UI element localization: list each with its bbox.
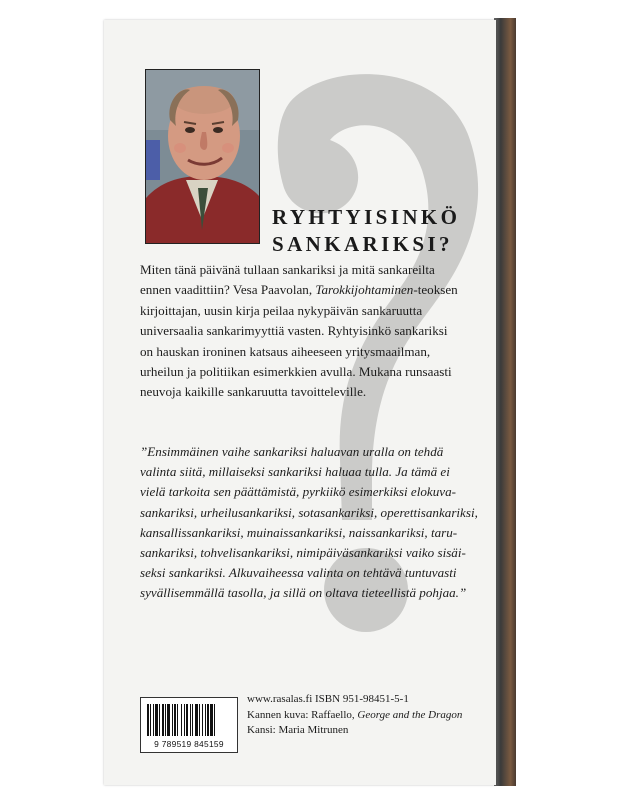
- barcode-bar: [199, 704, 200, 736]
- quote-line: seksi sankariksi. Alkuvaiheessa valinta on tehtävä tuntuvasti: [140, 565, 457, 581]
- book-spine: [494, 18, 516, 786]
- cover-image-prefix: Kannen kuva: Raffaello,: [247, 708, 358, 721]
- referenced-book-title: Tarokkijohtaminen: [315, 282, 414, 298]
- barcode-bar: [153, 704, 154, 736]
- barcode-bar: [174, 704, 176, 736]
- blurb-line: on hauskan ironinen katsaus aiheeseen yritysmaailman,: [140, 343, 431, 359]
- barcode-bar: [192, 704, 193, 736]
- barcode-bar: [202, 704, 203, 736]
- barcode-bar: [190, 704, 191, 736]
- barcode-bars: [147, 704, 231, 736]
- barcode-bar: [186, 704, 188, 736]
- isbn-barcode: [140, 697, 238, 753]
- blurb-paragraph: [140, 260, 458, 403]
- barcode-bar: [162, 704, 164, 736]
- cover-image-credit: [247, 709, 462, 721]
- referenced-book-suffix: -teoksen: [413, 282, 458, 298]
- barcode-digits: 9 789519 845159: [154, 739, 224, 749]
- barcode-bar: [177, 704, 178, 736]
- barcode-bar: [181, 704, 182, 736]
- book-title: [272, 204, 460, 258]
- quote-line: syvällisemmällä tasolla, ja sillä on oltava tieteellistä pohjaa.”: [140, 585, 467, 601]
- quote-line: valinta siitä, millaiseksi sankariksi haluaa tulla. Ja tämä ei: [140, 464, 450, 480]
- book-title-line-2: SANKARIKSI?: [272, 232, 453, 256]
- publication-credits: [247, 692, 496, 739]
- author-portrait: [145, 69, 260, 244]
- barcode-bar: [184, 704, 185, 736]
- blurb-line: neuvoja kaikille sankaruutta tavoitteleville.: [140, 384, 367, 400]
- barcode-bar: [150, 704, 151, 736]
- barcode-bar: [207, 704, 209, 736]
- cover-design-credit: Kansi: Maria Mitrunen: [247, 724, 349, 737]
- publisher-website: www.rasalas.fi: [247, 693, 313, 705]
- barcode-bar: [195, 704, 198, 736]
- quote-line: vielä tarkoita sen päättämistä, pyrkiikö esimerkiksi elokuva-: [140, 484, 456, 500]
- blurb-line-start: ennen vaadittiin? Vesa Paavolan,: [140, 282, 316, 298]
- excerpt-quote: [140, 442, 478, 604]
- blurb-line: Miten tänä päivänä tullaan sankariksi ja mitä sankareilta: [140, 262, 435, 277]
- barcode-bar: [165, 704, 166, 736]
- barcode-bar: [155, 704, 158, 736]
- book-title-line-1: RYHTYISINKÖ: [272, 205, 461, 229]
- barcode-bar: [172, 704, 173, 736]
- blurb-line: kirjoittajan, uusin kirja peilaa nykypäivän sankaruutta: [140, 302, 423, 318]
- barcode-bar: [147, 704, 149, 736]
- barcode-bar: [159, 704, 160, 736]
- back-cover: [104, 20, 496, 785]
- cover-image-title: George and the Dragon: [357, 708, 463, 721]
- barcode-bar: [214, 704, 215, 736]
- quote-line: kansallissankariksi, muinaissankariksi, naissankariksi, taru-: [140, 524, 458, 540]
- blurb-line: urheilun ja politiikan esimerkkien avulla. Mukana runsaasti: [140, 364, 452, 380]
- quote-line: ”Ensimmäinen vaihe sankariksi haluavan uralla on tehdä: [140, 444, 444, 459]
- barcode-bar: [205, 704, 206, 736]
- barcode-bar: [210, 704, 213, 736]
- quote-line: sankariksi, tohvelisankariksi, nimipäiväsankariksi vaiko sisäi-: [140, 545, 466, 561]
- barcode-bar: [167, 704, 170, 736]
- isbn-number: ISBN 951-98451-5-1: [315, 693, 409, 705]
- quote-line: sankariksi, urheilusankariksi, sotasankariksi, operettisankariksi,: [140, 504, 478, 520]
- blurb-line: universaalia sankarimyyttiä vasten. Ryhtyisinkö sankariksi: [140, 323, 448, 339]
- blurb-line: [140, 280, 458, 300]
